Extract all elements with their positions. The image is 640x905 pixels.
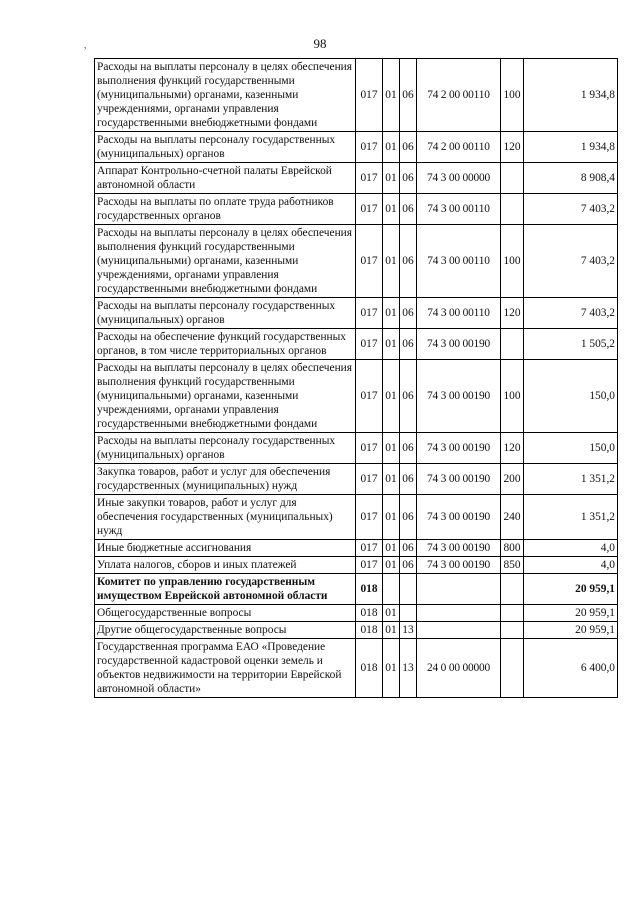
ministry-code-cell: 017 (356, 495, 383, 540)
amount-cell: 7 403,2 (524, 225, 618, 298)
section-cell: 01 (383, 360, 400, 433)
ministry-code-cell: 017 (356, 557, 383, 574)
amount-cell: 8 908,4 (524, 163, 618, 194)
target-article-cell: 24 0 00 00000 (417, 639, 501, 698)
subsection-cell: 06 (400, 433, 417, 464)
amount-cell: 4,0 (524, 540, 618, 557)
ministry-code-cell: 018 (356, 605, 383, 622)
section-cell (383, 574, 400, 605)
subsection-cell: 06 (400, 225, 417, 298)
table-row (95, 194, 618, 225)
section-cell: 01 (383, 194, 400, 225)
section-cell: 01 (383, 225, 400, 298)
table-row (95, 59, 618, 132)
margin-mark: , (84, 40, 87, 51)
ministry-code-cell: 017 (356, 329, 383, 360)
ministry-code-cell: 017 (356, 433, 383, 464)
table-row (95, 495, 618, 540)
expense-name-cell: Иные бюджетные ассигнования (95, 540, 356, 557)
ministry-code-cell: 017 (356, 194, 383, 225)
ministry-code-cell: 017 (356, 360, 383, 433)
table-row (95, 557, 618, 574)
expense-type-cell: 850 (501, 557, 524, 574)
expense-name-cell: Расходы на выплаты персоналу государственных (муниципальных) органов (95, 433, 356, 464)
expense-type-cell: 100 (501, 360, 524, 433)
expense-name-cell: Расходы на выплаты персоналу в целях обеспечения выполнения функций государственными (муниципальными) органами, казенными учреждениями, органами управления государственными внебюджетными фондами (95, 59, 356, 132)
expense-type-cell (501, 639, 524, 698)
expense-name-cell: Расходы на выплаты по оплате труда работников государственных органов (95, 194, 356, 225)
expense-type-cell: 120 (501, 298, 524, 329)
subsection-cell: 06 (400, 495, 417, 540)
expense-name-cell: Расходы на обеспечение функций государственных органов, в том числе территориальных органов (95, 329, 356, 360)
target-article-cell: 74 3 00 00110 (417, 194, 501, 225)
target-article-cell: 74 3 00 00190 (417, 360, 501, 433)
subsection-cell: 06 (400, 298, 417, 329)
expense-type-cell (501, 622, 524, 639)
section-cell: 01 (383, 605, 400, 622)
expense-name-cell: Другие общегосударственные вопросы (95, 622, 356, 639)
expense-type-cell (501, 329, 524, 360)
target-article-cell: 74 3 00 00000 (417, 163, 501, 194)
amount-cell: 1 505,2 (524, 329, 618, 360)
subsection-cell (400, 574, 417, 605)
expense-type-cell: 100 (501, 59, 524, 132)
section-cell: 01 (383, 622, 400, 639)
subsection-cell: 06 (400, 329, 417, 360)
target-article-cell: 74 3 00 00190 (417, 557, 501, 574)
table-row (95, 360, 618, 433)
amount-cell: 7 403,2 (524, 194, 618, 225)
budget-table (94, 58, 618, 698)
table-row (95, 464, 618, 495)
ministry-code-cell: 017 (356, 298, 383, 329)
target-article-cell (417, 605, 501, 622)
subsection-cell: 06 (400, 163, 417, 194)
section-cell: 01 (383, 495, 400, 540)
expense-name-cell: Государственная программа ЕАО «Проведение государственной кадастровой оценки земель и объектов недвижимости на территории Еврейской автономной области» (95, 639, 356, 698)
table-row (95, 574, 618, 605)
subsection-cell: 06 (400, 59, 417, 132)
table-row (95, 298, 618, 329)
expense-type-cell (501, 194, 524, 225)
ministry-code-cell: 017 (356, 132, 383, 163)
amount-cell: 1 934,8 (524, 132, 618, 163)
subsection-cell: 06 (400, 132, 417, 163)
table-row (95, 540, 618, 557)
target-article-cell: 74 3 00 00190 (417, 329, 501, 360)
target-article-cell: 74 2 00 00110 (417, 59, 501, 132)
amount-cell: 6 400,0 (524, 639, 618, 698)
expense-type-cell: 100 (501, 225, 524, 298)
section-cell: 01 (383, 433, 400, 464)
expense-type-cell (501, 605, 524, 622)
amount-cell: 7 403,2 (524, 298, 618, 329)
ministry-code-cell: 017 (356, 464, 383, 495)
amount-cell: 20 959,1 (524, 622, 618, 639)
section-cell: 01 (383, 540, 400, 557)
target-article-cell: 74 3 00 00190 (417, 464, 501, 495)
expense-type-cell: 120 (501, 132, 524, 163)
expense-name-cell: Уплата налогов, сборов и иных платежей (95, 557, 356, 574)
section-cell: 01 (383, 464, 400, 495)
target-article-cell: 74 2 00 00110 (417, 132, 501, 163)
expense-name-cell: Иные закупки товаров, работ и услуг для обеспечения государственных (муниципальных) нужд (95, 495, 356, 540)
ministry-code-cell: 018 (356, 622, 383, 639)
expense-type-cell (501, 574, 524, 605)
expense-name-cell: Расходы на выплаты персоналу государственных (муниципальных) органов (95, 298, 356, 329)
subsection-cell: 06 (400, 464, 417, 495)
table-row (95, 329, 618, 360)
target-article-cell: 74 3 00 00110 (417, 225, 501, 298)
target-article-cell: 74 3 00 00190 (417, 495, 501, 540)
subsection-cell: 06 (400, 540, 417, 557)
section-cell: 01 (383, 132, 400, 163)
subsection-cell (400, 605, 417, 622)
subsection-cell: 06 (400, 557, 417, 574)
amount-cell: 20 959,1 (524, 605, 618, 622)
amount-cell: 4,0 (524, 557, 618, 574)
expense-type-cell: 800 (501, 540, 524, 557)
target-article-cell (417, 622, 501, 639)
expense-name-cell: Закупка товаров, работ и услуг для обеспечения государственных (муниципальных) нужд (95, 464, 356, 495)
amount-cell: 20 959,1 (524, 574, 618, 605)
target-article-cell: 74 3 00 00190 (417, 433, 501, 464)
ministry-code-cell: 017 (356, 59, 383, 132)
amount-cell: 150,0 (524, 433, 618, 464)
expense-name-cell: Общегосударственные вопросы (95, 605, 356, 622)
ministry-code-cell: 018 (356, 574, 383, 605)
expense-name-cell: Расходы на выплаты персоналу в целях обеспечения выполнения функций государственными (муниципальными) органами, казенными учреждениями, органами управления государственными внебюджетными фондами (95, 360, 356, 433)
target-article-cell: 74 3 00 00190 (417, 540, 501, 557)
amount-cell: 1 351,2 (524, 464, 618, 495)
table-row (95, 622, 618, 639)
section-cell: 01 (383, 639, 400, 698)
section-cell: 01 (383, 557, 400, 574)
amount-cell: 1 934,8 (524, 59, 618, 132)
subsection-cell: 06 (400, 360, 417, 433)
subsection-cell: 13 (400, 622, 417, 639)
ministry-code-cell: 018 (356, 639, 383, 698)
table-row (95, 163, 618, 194)
expense-type-cell: 240 (501, 495, 524, 540)
amount-cell: 1 351,2 (524, 495, 618, 540)
expense-name-cell: Комитет по управлению государственным имуществом Еврейской автономной области (95, 574, 356, 605)
page-number: 98 (313, 36, 327, 51)
expense-type-cell: 120 (501, 433, 524, 464)
target-article-cell (417, 574, 501, 605)
table-row (95, 605, 618, 622)
subsection-cell: 06 (400, 194, 417, 225)
budget-table-body (95, 59, 618, 698)
table-row (95, 433, 618, 464)
expense-name-cell: Аппарат Контрольно-счетной палаты Еврейской автономной области (95, 163, 356, 194)
ministry-code-cell: 017 (356, 163, 383, 194)
ministry-code-cell: 017 (356, 225, 383, 298)
expense-type-cell: 200 (501, 464, 524, 495)
amount-cell: 150,0 (524, 360, 618, 433)
target-article-cell: 74 3 00 00110 (417, 298, 501, 329)
section-cell: 01 (383, 163, 400, 194)
section-cell: 01 (383, 59, 400, 132)
section-cell: 01 (383, 329, 400, 360)
expense-name-cell: Расходы на выплаты персоналу государственных (муниципальных) органов (95, 132, 356, 163)
section-cell: 01 (383, 298, 400, 329)
subsection-cell: 13 (400, 639, 417, 698)
table-row (95, 639, 618, 698)
ministry-code-cell: 017 (356, 540, 383, 557)
expense-type-cell (501, 163, 524, 194)
table-row (95, 132, 618, 163)
expense-name-cell: Расходы на выплаты персоналу в целях обеспечения выполнения функций государственными (муниципальными) органами, казенными учреждениями, органами управления государственными внебюджетными фондами (95, 225, 356, 298)
table-row (95, 225, 618, 298)
